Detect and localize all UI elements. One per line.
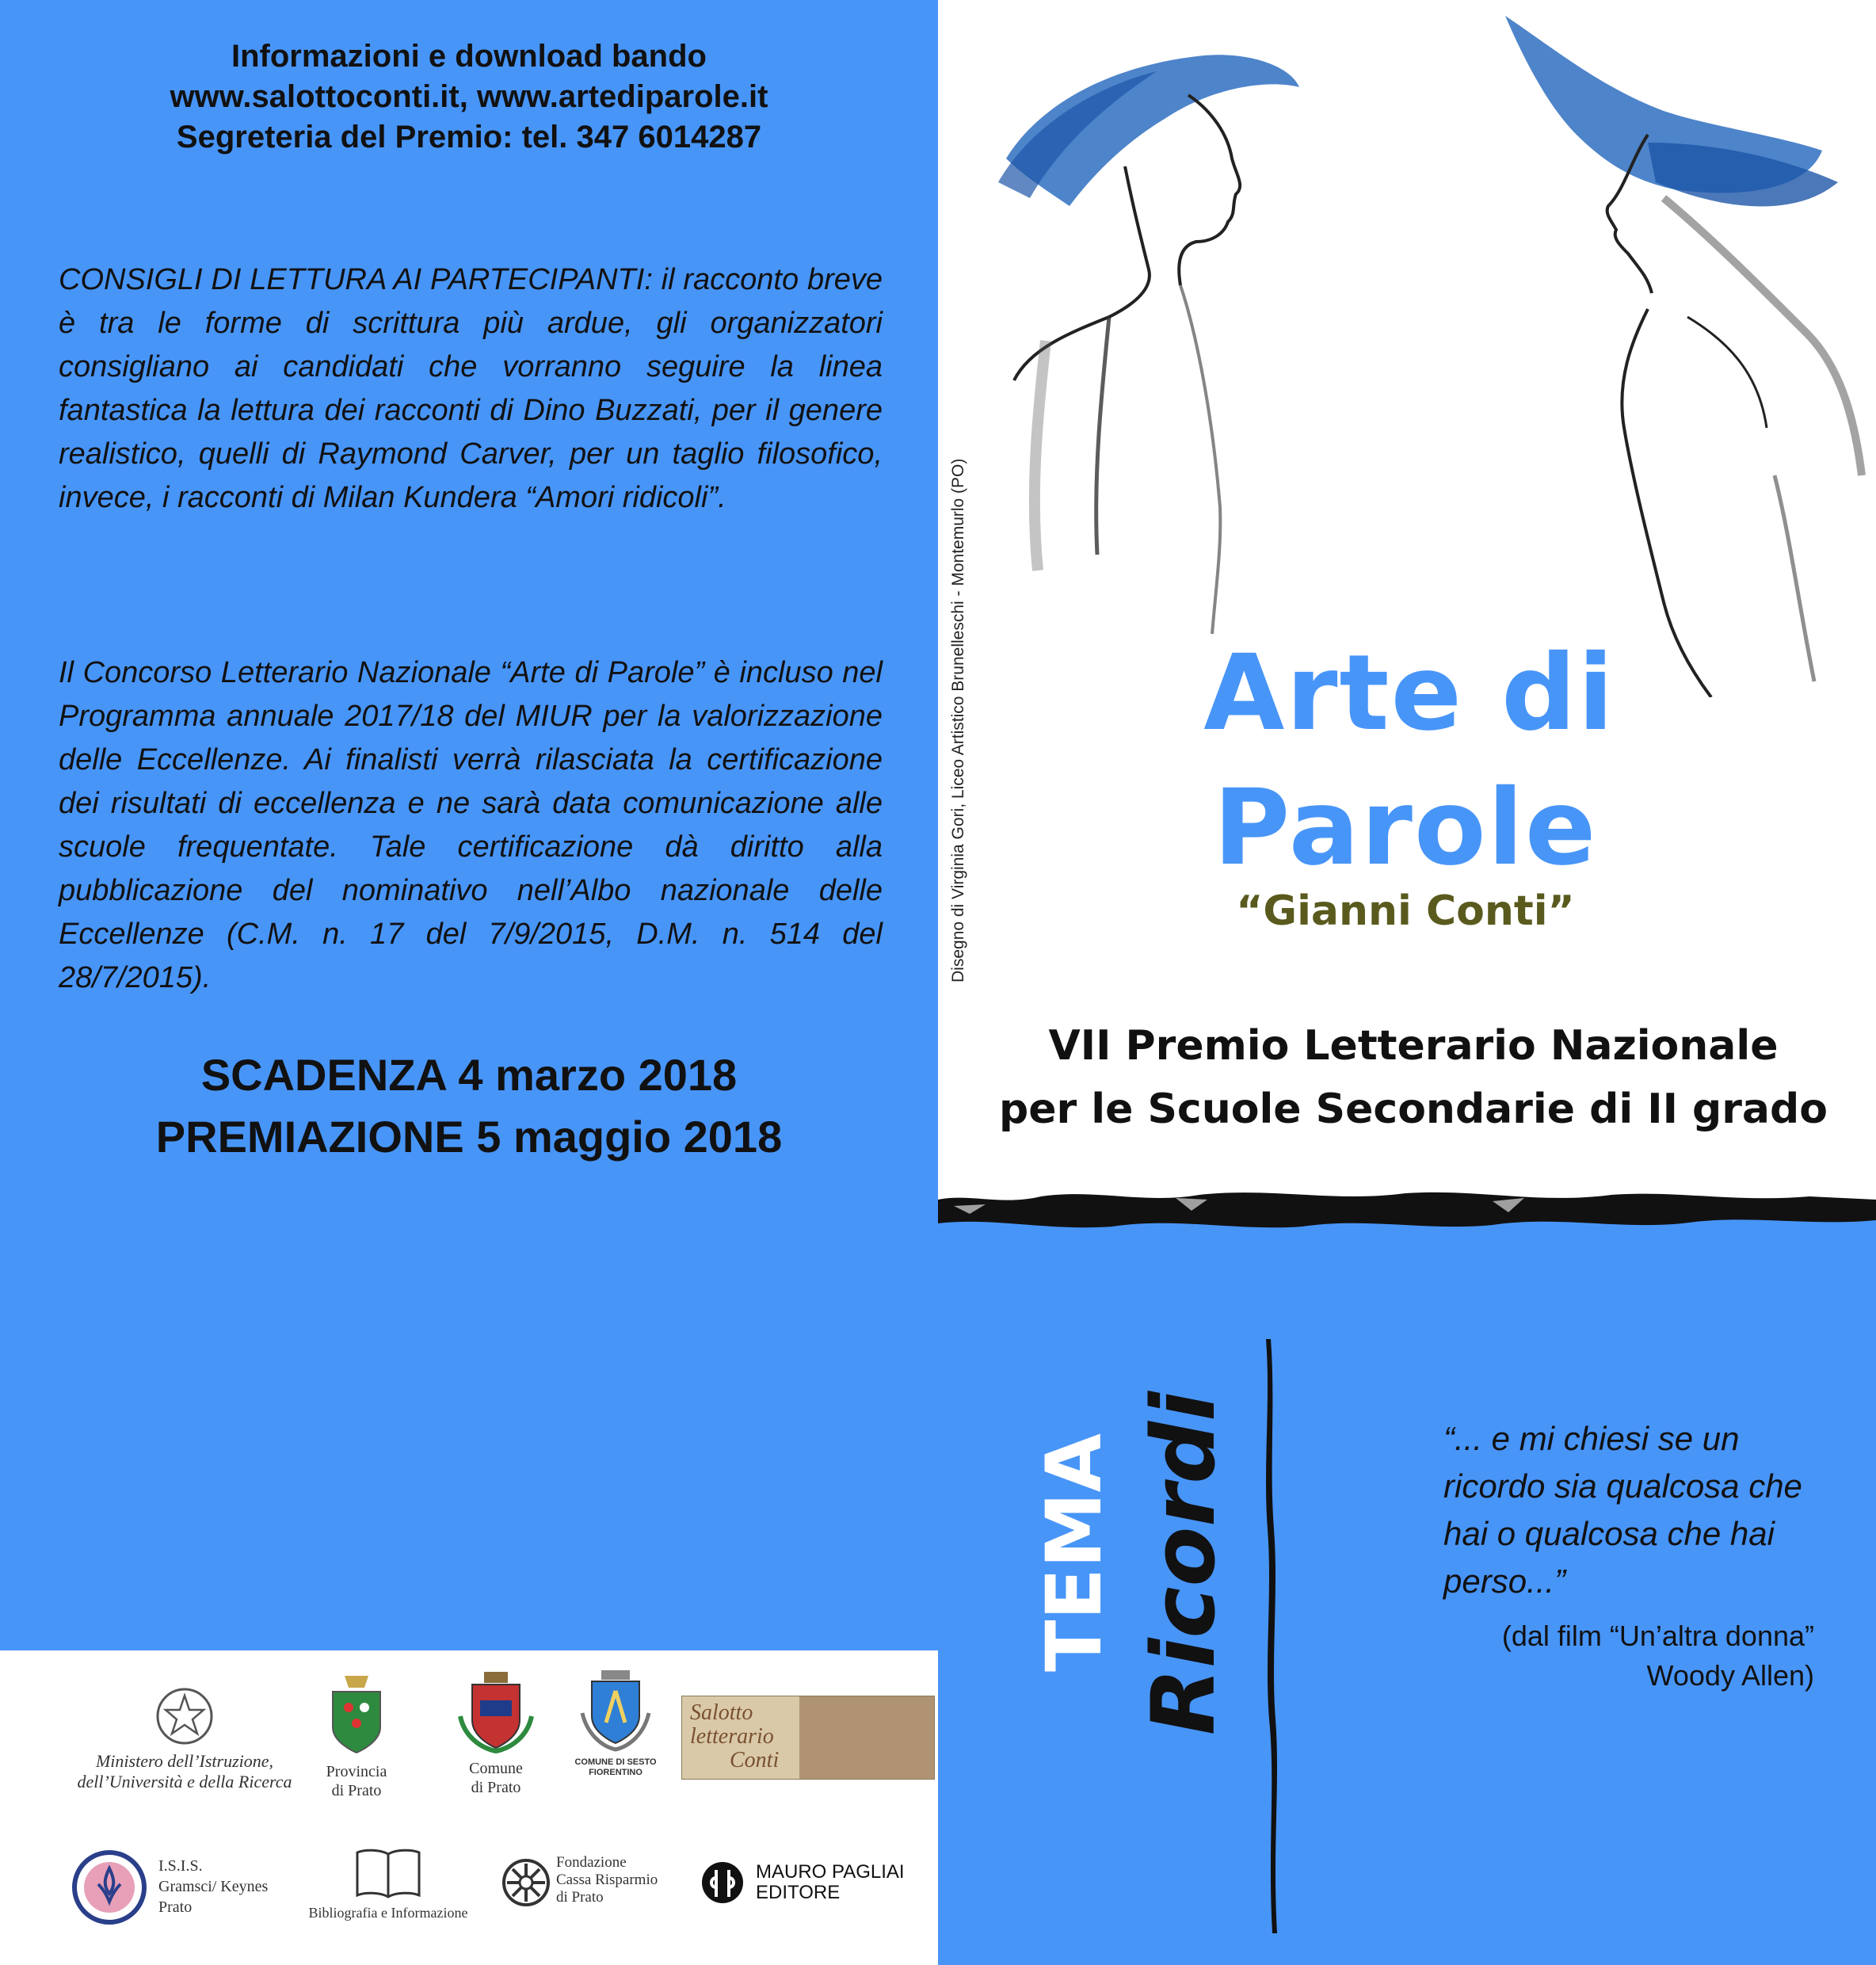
isis-caption-1: I.S.I.S.: [158, 1857, 203, 1875]
salotto-caption-1: Salotto: [690, 1700, 753, 1725]
provincia-crest-icon: [325, 1672, 388, 1759]
comune-crest-icon: [452, 1669, 540, 1756]
fondazione-caption-2: Cassa Risparmio: [556, 1872, 658, 1888]
key-dates: [0, 1044, 938, 1168]
award-date: PREMIAZIONE 5 maggio 2018: [155, 1112, 783, 1162]
title-line-2: Parole: [1213, 767, 1598, 889]
fondazione-caption-3: di Prato: [556, 1889, 604, 1906]
quote-source-line-1: (dal film “Un’altra donna”: [1501, 1620, 1814, 1652]
ministero-caption: Ministero dell’Istruzione, dell’Università e della Ricerca: [77, 1751, 292, 1791]
salotto-caption-2: letterario: [690, 1724, 774, 1749]
sesto-crest-icon: [576, 1667, 655, 1754]
theme-value: Ricordi: [1133, 1391, 1234, 1735]
open-book-icon: [353, 1846, 424, 1902]
provincia-caption-1: Provincia: [326, 1763, 387, 1780]
brush-stroke-divider: [938, 1182, 1876, 1238]
isis-caption-3: Prato: [158, 1898, 193, 1916]
prize-description: [951, 1014, 1876, 1141]
fondazione-logo: [501, 1854, 691, 1917]
pagliai-caption-1: MAURO PAGLIAI: [756, 1861, 905, 1883]
prize-line-2: per le Scuole Secondarie di II grado: [999, 1086, 1828, 1133]
contact-info: [0, 36, 938, 158]
watercolor-illustration: [951, 0, 1876, 697]
sesto-fiorentino-logo: [572, 1667, 659, 1778]
isis-caption-2: Gramsci/ Keynes: [158, 1878, 269, 1895]
pagliai-logo: [700, 1857, 906, 1913]
comune-caption-1: Comune: [469, 1760, 523, 1777]
credit-text: Disegno di Virginia Gori, Liceo Artistico Brunelleschi - Montemurlo (PO): [949, 458, 967, 982]
isis-emblem-icon: [71, 1849, 147, 1925]
quote-source-line-2: Woody Allen): [1646, 1659, 1814, 1692]
quote-source: [1410, 1616, 1814, 1696]
phone-info: Segreteria del Premio: tel. 347 6014287: [176, 120, 762, 155]
emblem-icon: [153, 1685, 216, 1748]
title-line-1: Arte di: [1203, 632, 1615, 754]
deadline-date: SCADENZA 4 marzo 2018: [200, 1050, 738, 1100]
website-links: www.salottoconti.it, www.artediparole.it: [170, 79, 768, 114]
contest-info-paragraph: Il Concorso Letterario Nazionale “Arte di Parole” è incluso nel Programma annuale 2017/18 del MIUR per la valorizzazione delle Eccellenze. Ai finalisti verrà rilasciata la certificazione dei risultati di eccellenza e ne sarà data comunicazione alle scuole frequentate. Tale certificazione dà diritto alla pubblicazione del nominativo nell’Albo nazionale delle Eccellenze (C.M. n. 17 del 7/9/2015, D.M. n. 514 del 28/7/2015).: [59, 656, 883, 994]
provincia-caption-2: di Prato: [331, 1782, 382, 1799]
comune-prato-logo: [448, 1669, 543, 1797]
comune-caption-2: di Prato: [471, 1779, 521, 1796]
fondazione-caption-1: Fondazione: [556, 1854, 627, 1871]
sesto-caption: COMUNE DI SESTO FIORENTINO: [574, 1757, 657, 1777]
reading-advice-paragraph: CONSIGLI DI LETTURA AI PARTECIPANTI: il racconto breve è tra le forme di scrittura più ardue, gli organizzatori consigliano ai candidati che vorranno seguire la linea fantastica la lettura dei racconti di Dino Buzzati, per il genere realistico, quelli di Raymond Carver, per un taglio filosofico, invece, i racconti di Milan Kundera “Amori ridicoli”.: [59, 263, 883, 514]
pagliai-caption-2: EDITORE: [756, 1882, 841, 1903]
info-heading: Informazioni e download bando: [231, 39, 707, 74]
vertical-brush-stroke: [1264, 1339, 1283, 1933]
fondazione-emblem-icon: [501, 1857, 551, 1908]
prize-line-1: VII Premio Letterario Nazionale: [1048, 1022, 1779, 1070]
theme-label: TEMA: [1030, 1433, 1119, 1672]
provincia-logo: [317, 1672, 396, 1800]
pagliai-emblem-icon: [700, 1860, 745, 1905]
salotto-conti-logo: [681, 1696, 935, 1780]
subtitle: “Gianni Conti”: [1236, 887, 1575, 935]
bibliografia-caption: Bibliografia e Informazione: [308, 1905, 468, 1921]
bibliografia-logo: [293, 1846, 483, 1921]
ministero-logo: [62, 1685, 307, 1792]
salotto-caption-3: Conti: [730, 1748, 780, 1772]
quote-text: “... e mi chiesi se un ricordo sia qualcosa che hai o qualcosa che hai perso...”: [1443, 1420, 1802, 1600]
isis-logo: [71, 1849, 309, 1929]
